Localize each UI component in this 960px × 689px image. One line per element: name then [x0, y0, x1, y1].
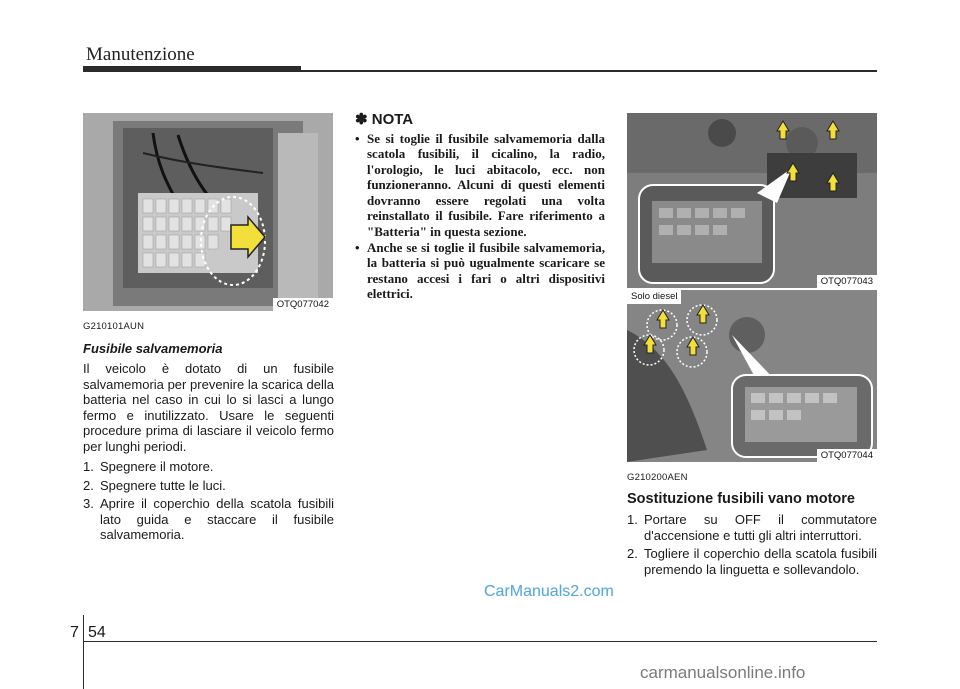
diesel-fuse-photo — [627, 290, 877, 462]
list-item — [627, 546, 877, 577]
header-rule-thin — [301, 70, 877, 72]
header-rule-thick — [83, 66, 301, 72]
fuse-box-photo — [83, 113, 333, 311]
step-number: 3. — [83, 496, 94, 511]
reference-code: G210200AEN — [627, 472, 688, 483]
note-text: Se si toglie il fusibile salvamemoria dalla scatola fusibili, il cicalino, la radio, l'orologio, le luci abitacolo, ecc. non funzioneranno. Alcuni di questi elementi dovranno essere regolati una volta reinstallato il fusibile. Fare riferimento a "Batteria" in questa sezione. — [367, 130, 605, 240]
steps-list — [627, 512, 877, 577]
engine-fuse-photo — [627, 113, 877, 288]
list-item — [355, 240, 605, 302]
photo-code: OTQ077042 — [273, 298, 333, 311]
column-middle — [355, 112, 605, 302]
section-title: Sostituzione fusibili vano motore — [627, 490, 855, 507]
steps-list — [83, 459, 334, 543]
step-number: 2. — [83, 477, 94, 493]
diesel-engine-illustration — [627, 290, 877, 462]
step-text: Spegnere tutte le luci. — [100, 477, 226, 493]
column-right — [627, 113, 877, 580]
chapter-number: 7 — [70, 624, 79, 641]
step-number: 1. — [627, 512, 638, 527]
photo-code: OTQ077044 — [817, 449, 877, 462]
note-list — [355, 131, 605, 303]
note-title: ✽ NOTA — [355, 111, 414, 128]
watermark-link[interactable]: CarManuals2.com — [484, 583, 614, 600]
step-text: Spegnere il motore. — [100, 459, 214, 474]
list-item — [83, 478, 334, 494]
footer-site-link[interactable]: carmanualsonline.info — [640, 663, 806, 682]
page-header-title: Manutenzione — [86, 44, 195, 65]
photo-tag: Solo diesel — [627, 290, 681, 304]
footer-rule — [83, 641, 877, 642]
step-number: 1. — [83, 459, 94, 474]
photo-code: OTQ077043 — [817, 275, 877, 288]
page-number: 54 — [88, 624, 106, 641]
step-number: 2. — [627, 546, 638, 561]
fuse-box-illustration — [83, 113, 333, 311]
engine-bay-illustration — [627, 113, 877, 288]
bullet-icon: • — [355, 130, 360, 146]
column-left — [83, 113, 334, 546]
step-text: Togliere il coperchio della scatola fusibili premendo la linguetta e sollevandolo. — [644, 546, 877, 577]
section-subtitle: Fusibile salvamemoria — [83, 340, 223, 356]
body-paragraph: Il veicolo è dotato di un fusibile salvamemoria per prevenire la scarica della batteria nel caso in cui lo si lasci a lungo fermo e inutilizzato. Usare le seguenti procedure prima di lasciare il veicolo fermo per lunghi periodi. — [83, 361, 334, 454]
step-text: Aprire il coperchio della scatola fusibili lato guida e staccare il fusibile salvamemoria. — [100, 496, 334, 542]
footer-divider — [83, 615, 84, 689]
step-text: Portare su OFF il commutatore d'accensione e tutti gli altri interruttori. — [644, 512, 877, 543]
list-item — [627, 512, 877, 543]
list-item — [83, 496, 334, 543]
bullet-icon: • — [355, 239, 360, 255]
reference-code: G210101AUN — [83, 321, 145, 332]
list-item — [83, 459, 334, 475]
note-text: Anche se si toglie il fusibile salvamemoria, la batteria si può ugualmente scaricare se restano accesi i fari o altri dispositivi elettrici. — [367, 239, 605, 302]
list-item — [355, 131, 605, 240]
